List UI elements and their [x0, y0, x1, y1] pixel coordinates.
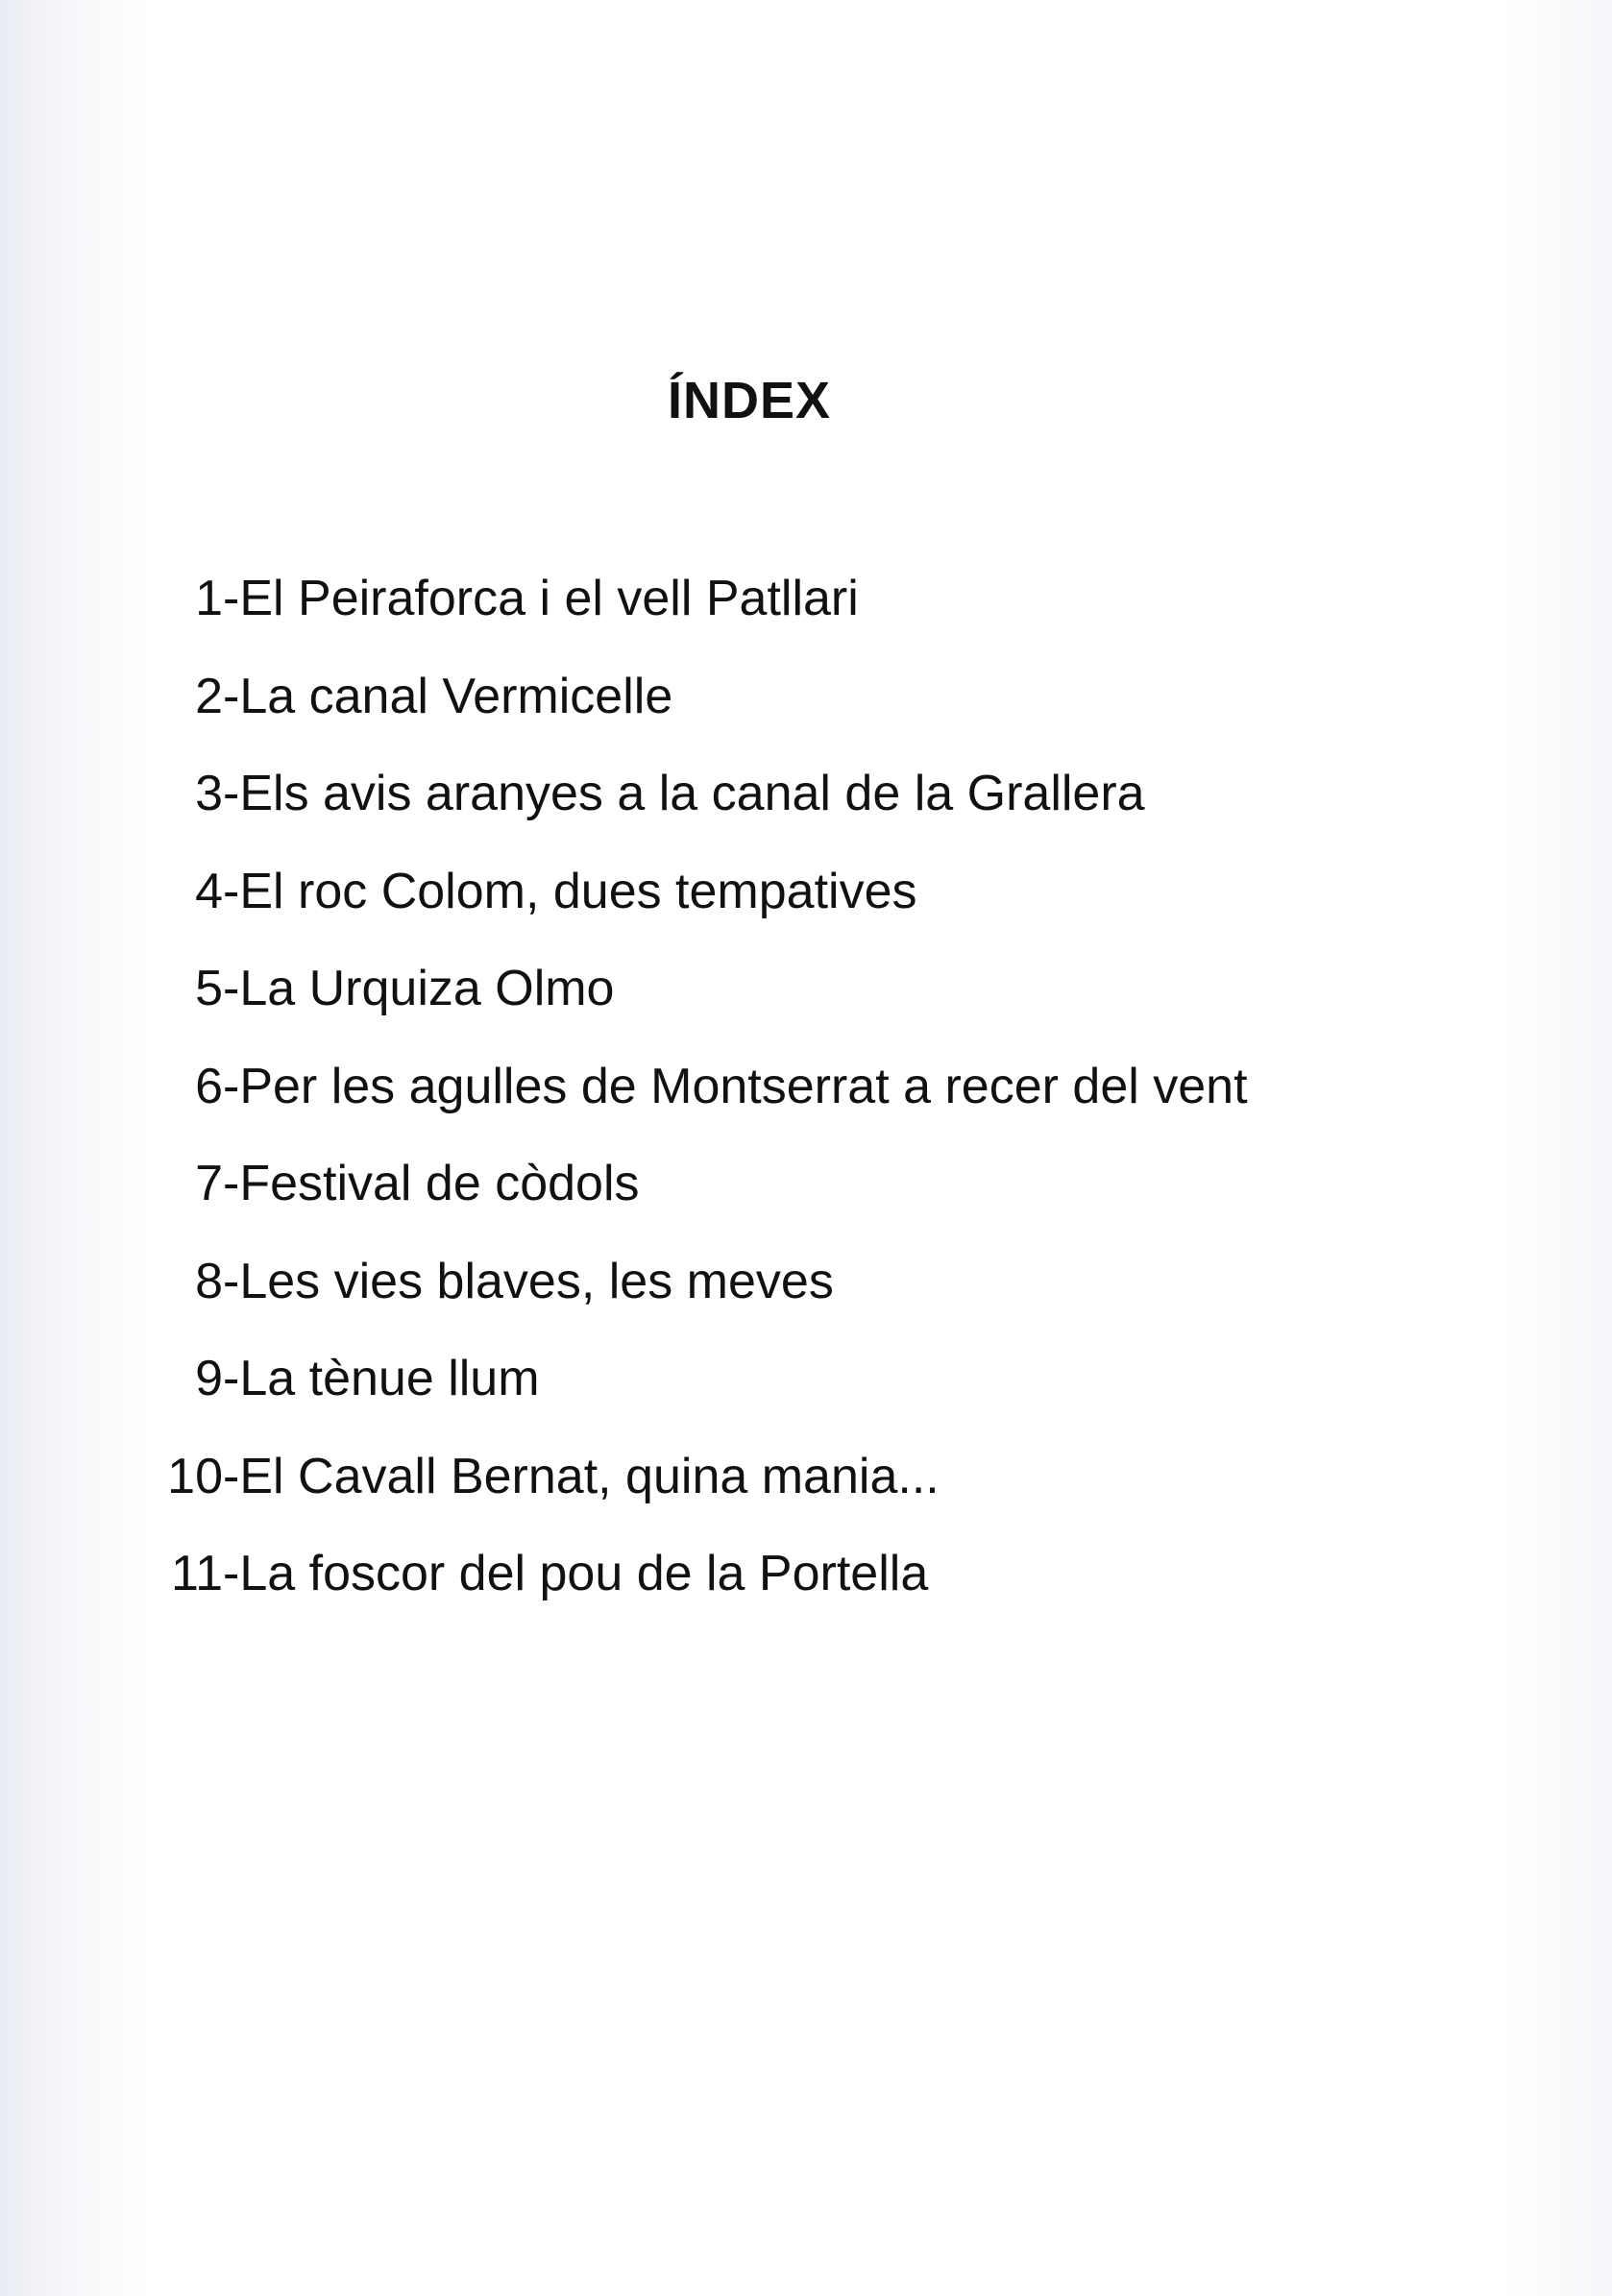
- toc-entry: [142, 1443, 1248, 1541]
- entry-title: Festival de còdols: [239, 1156, 640, 1211]
- entry-separator: -: [223, 1058, 240, 1114]
- toc-entry: [142, 1150, 1248, 1248]
- entry-title: La Urquiza Olmo: [239, 961, 615, 1016]
- entry-title: La foscor del pou de la Portella: [239, 1546, 929, 1601]
- entry-title: La canal Vermicelle: [239, 668, 673, 724]
- toc-entry: [142, 955, 1248, 1053]
- entry-title: El Peiraforca i el vell Patllari: [239, 571, 859, 626]
- entry-number: 6: [195, 1058, 223, 1114]
- entry-separator: -: [223, 961, 240, 1016]
- entry-number: 5: [195, 961, 223, 1016]
- entry-separator: -: [223, 1546, 240, 1601]
- entry-number: 10: [167, 1448, 223, 1504]
- entry-number: 7: [195, 1156, 223, 1211]
- entry-number: 1: [195, 571, 223, 626]
- entry-title: Els avis aranyes a la canal de la Grallera: [239, 766, 1145, 821]
- toc-entry: [142, 858, 1248, 956]
- entry-title: El roc Colom, dues tempatives: [239, 863, 917, 919]
- entry-title: El Cavall Bernat, quina mania...: [239, 1448, 940, 1504]
- page-title: ÍNDEX: [667, 372, 832, 429]
- entry-separator: -: [223, 1253, 240, 1309]
- toc-entry: [142, 663, 1248, 761]
- toc-entry: [142, 760, 1248, 858]
- entry-separator: -: [223, 571, 240, 626]
- entry-separator: -: [223, 863, 240, 919]
- toc-entry: [142, 565, 1248, 663]
- entry-number: 3: [195, 766, 223, 821]
- entry-separator: -: [223, 1448, 240, 1504]
- entry-number: 2: [195, 668, 223, 724]
- entry-number: 8: [195, 1253, 223, 1309]
- entry-separator: -: [223, 1351, 240, 1406]
- entry-title: La tènue llum: [239, 1351, 540, 1406]
- entry-number: 11: [171, 1546, 223, 1601]
- toc-entry: [142, 1540, 1248, 1638]
- entry-title: Les vies blaves, les meves: [239, 1253, 834, 1309]
- entry-number: 4: [195, 863, 223, 919]
- entry-number: 9: [195, 1351, 223, 1406]
- entry-title: Per les agulles de Montserrat a recer del vent: [239, 1058, 1248, 1114]
- table-of-contents: [142, 565, 1248, 1638]
- entry-separator: -: [223, 668, 240, 724]
- entry-separator: -: [223, 1156, 240, 1211]
- entry-separator: -: [223, 766, 240, 821]
- toc-entry: [142, 1345, 1248, 1443]
- toc-entry: [142, 1248, 1248, 1346]
- toc-entry: [142, 1053, 1248, 1151]
